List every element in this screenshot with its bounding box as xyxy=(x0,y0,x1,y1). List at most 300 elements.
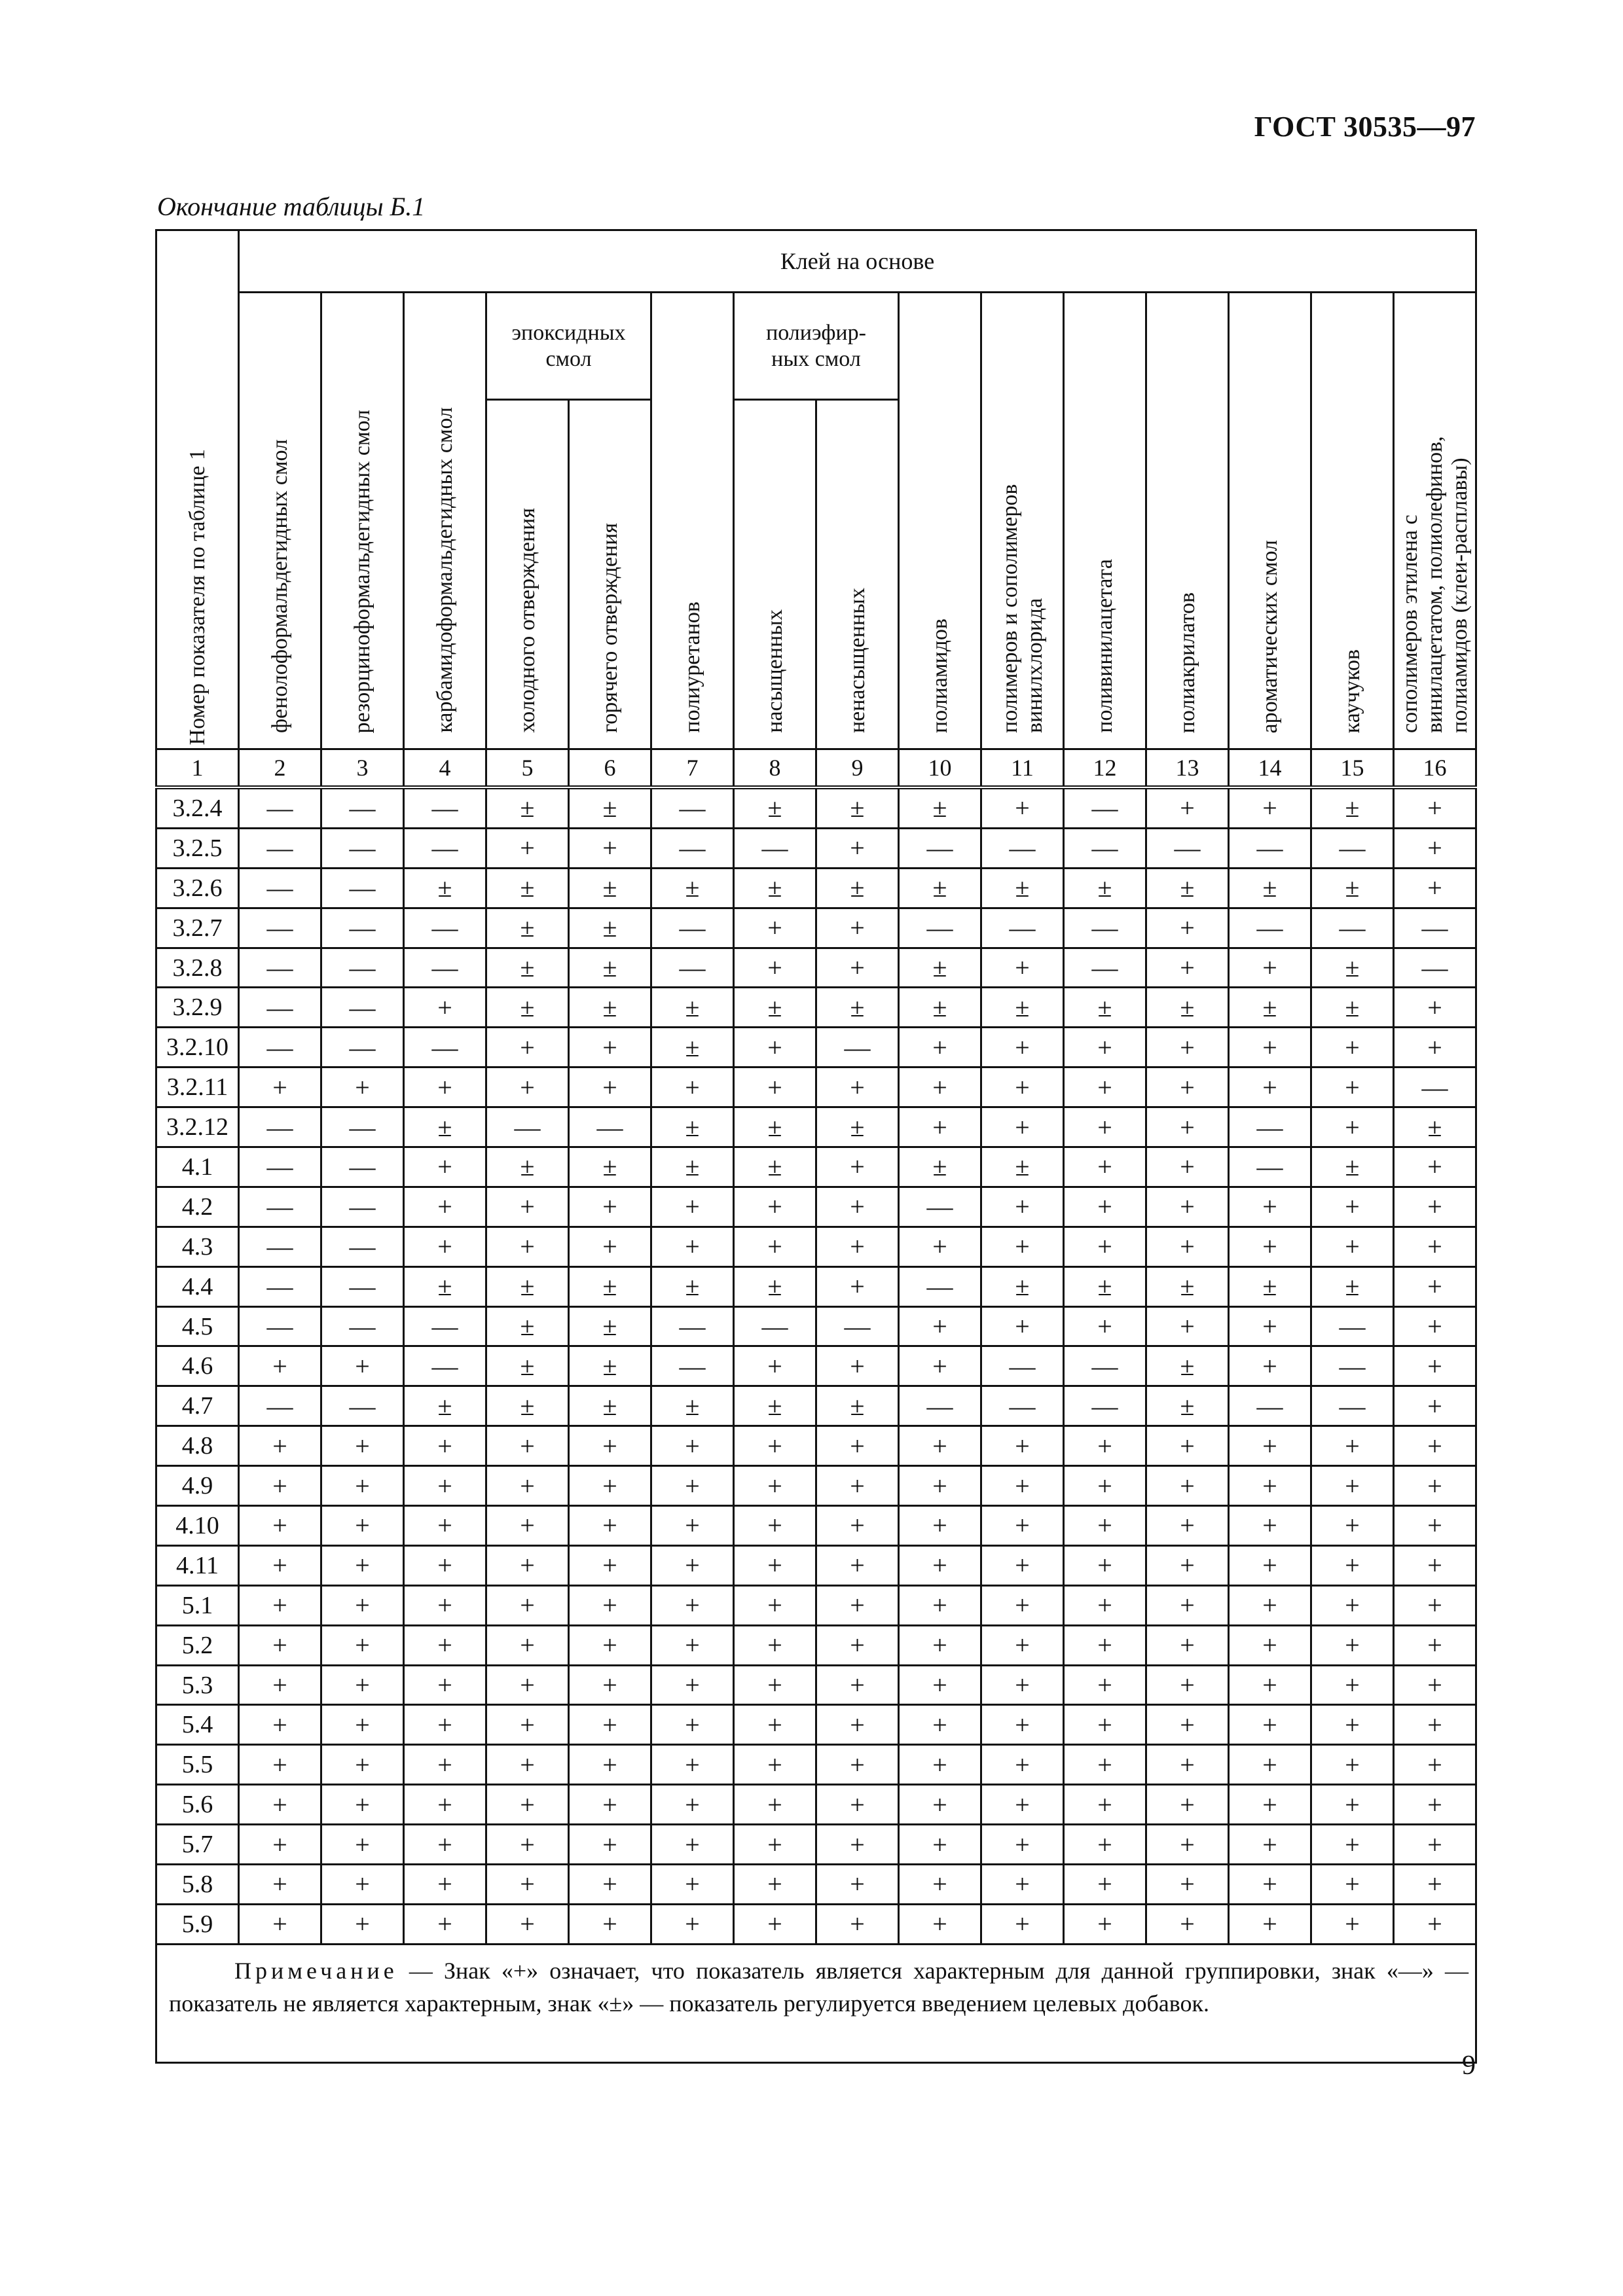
row-label: 3.2.11 xyxy=(156,1067,239,1107)
table-cell: — xyxy=(404,948,486,988)
table-cell: ± xyxy=(651,1147,734,1187)
table-cell: + xyxy=(734,1506,816,1546)
table-cell: + xyxy=(981,1107,1064,1147)
table-cell: + xyxy=(321,1785,404,1825)
table-cell: ± xyxy=(1064,988,1146,1028)
table-cell: ± xyxy=(1394,1107,1476,1147)
table-cell: + xyxy=(1311,1865,1394,1905)
table-cell: + xyxy=(981,1585,1064,1625)
table-cell: + xyxy=(734,1665,816,1705)
table-cell: + xyxy=(1146,1306,1229,1346)
table-cell: + xyxy=(569,1227,651,1266)
table-cell: + xyxy=(899,1745,981,1785)
table-cell: + xyxy=(1229,1665,1311,1705)
table-cell: + xyxy=(734,1745,816,1785)
table-cell: ± xyxy=(486,1306,569,1346)
table-cell: + xyxy=(404,1466,486,1506)
table-cell: + xyxy=(321,1506,404,1546)
table-row xyxy=(156,1028,1476,1067)
table-row xyxy=(156,1825,1476,1865)
table-cell: + xyxy=(1064,1107,1146,1147)
table-cell: ± xyxy=(734,868,816,908)
table-cell: ± xyxy=(1146,1266,1229,1306)
table-cell: — xyxy=(651,787,734,828)
table-cell: + xyxy=(981,1665,1064,1705)
row-label: 5.2 xyxy=(156,1625,239,1665)
table-cell: + xyxy=(239,1745,321,1785)
table-cell: — xyxy=(239,1147,321,1187)
table-cell: ± xyxy=(651,1107,734,1147)
table-cell: + xyxy=(321,1067,404,1107)
col-header-2-label: фенолоформальдегидных смол xyxy=(267,439,292,733)
table-cell: + xyxy=(1146,1545,1229,1585)
table-row xyxy=(156,1665,1476,1705)
table-cell: ± xyxy=(651,1386,734,1426)
table-cell: — xyxy=(321,1028,404,1067)
table-cell: + xyxy=(1064,1306,1146,1346)
table-cell: + xyxy=(651,1187,734,1227)
table-cell: + xyxy=(486,1625,569,1665)
table-cell: + xyxy=(1146,1745,1229,1785)
table-cell: + xyxy=(239,1426,321,1466)
table-note xyxy=(156,1944,1476,2062)
table-cell: + xyxy=(404,1825,486,1865)
table-cell: ± xyxy=(1311,1266,1394,1306)
table-cell: ± xyxy=(651,1266,734,1306)
table-cell: + xyxy=(899,1028,981,1067)
table-cell: + xyxy=(239,1705,321,1745)
table-cell: — xyxy=(899,1187,981,1227)
table-cell: ± xyxy=(486,1147,569,1187)
table-cell: + xyxy=(239,1904,321,1944)
row-label: 4.4 xyxy=(156,1266,239,1306)
table-cell: + xyxy=(816,1187,899,1227)
table-cell: + xyxy=(981,1705,1064,1745)
table-cell: + xyxy=(486,1028,569,1067)
table-cell: + xyxy=(1229,1625,1311,1665)
table-cell: ± xyxy=(816,988,899,1028)
table-cell: — xyxy=(1394,1067,1476,1107)
table-cell: + xyxy=(321,1466,404,1506)
table-cell: — xyxy=(321,988,404,1028)
table-cell: + xyxy=(1394,988,1476,1028)
table-cell: — xyxy=(1064,828,1146,868)
column-number: 10 xyxy=(899,749,981,788)
table-cell: + xyxy=(816,1665,899,1705)
table-cell: + xyxy=(734,1904,816,1944)
table-cell: ± xyxy=(734,787,816,828)
table-row xyxy=(156,1705,1476,1745)
table-cell: + xyxy=(1229,1187,1311,1227)
col-header-4-label: карбамидоформальдегидных смол xyxy=(432,407,457,733)
table-cell: + xyxy=(1394,1426,1476,1466)
row-label: 4.3 xyxy=(156,1227,239,1266)
table-cell: + xyxy=(899,1825,981,1865)
table-cell: + xyxy=(1311,1625,1394,1665)
table-cell: ± xyxy=(569,1306,651,1346)
table-cell: + xyxy=(1394,1665,1476,1705)
column-number: 14 xyxy=(1229,749,1311,788)
table-cell: — xyxy=(651,1306,734,1346)
table-cell: + xyxy=(816,828,899,868)
table-cell: + xyxy=(1229,1426,1311,1466)
table-row xyxy=(156,908,1476,948)
table-cell: — xyxy=(1311,908,1394,948)
table-cell: + xyxy=(734,1187,816,1227)
table-cell: + xyxy=(404,1227,486,1266)
table-cell: + xyxy=(1146,787,1229,828)
table-cell: ± xyxy=(981,988,1064,1028)
table-cell: + xyxy=(1146,1825,1229,1865)
table-cell: — xyxy=(1229,1386,1311,1426)
table-row xyxy=(156,1785,1476,1825)
table-cell: — xyxy=(321,908,404,948)
row-label: 3.2.4 xyxy=(156,787,239,828)
column-number: 7 xyxy=(651,749,734,788)
col-header-8-label: насыщенных xyxy=(762,609,787,733)
table-cell: + xyxy=(1229,787,1311,828)
table-cell: + xyxy=(734,1865,816,1905)
row-label: 3.2.7 xyxy=(156,908,239,948)
table-cell: + xyxy=(1064,1506,1146,1546)
table-cell: + xyxy=(899,1545,981,1585)
table-cell: — xyxy=(239,1266,321,1306)
table-cell: + xyxy=(651,1825,734,1865)
column-number: 1 xyxy=(156,749,239,788)
table-cell: + xyxy=(1229,1306,1311,1346)
table-row xyxy=(156,1506,1476,1546)
table-row xyxy=(156,1266,1476,1306)
table-cell: ± xyxy=(569,908,651,948)
table-cell: + xyxy=(1064,1147,1146,1187)
table-cell: + xyxy=(1146,1067,1229,1107)
row-header-label: Номер показателя по таблице 1 xyxy=(185,448,210,745)
table-cell: — xyxy=(239,948,321,988)
table-cell: + xyxy=(1229,1904,1311,1944)
table-cell: + xyxy=(321,1665,404,1705)
table-cell: ± xyxy=(569,988,651,1028)
row-label: 3.2.9 xyxy=(156,988,239,1028)
table-cell: — xyxy=(404,1306,486,1346)
table-cell: + xyxy=(981,1625,1064,1665)
table-row xyxy=(156,988,1476,1028)
table-cell: + xyxy=(1146,1585,1229,1625)
table-cell: + xyxy=(981,1745,1064,1785)
table-cell: + xyxy=(569,1585,651,1625)
table-cell: + xyxy=(899,1506,981,1546)
table-cell: + xyxy=(816,1545,899,1585)
column-number: 15 xyxy=(1311,749,1394,788)
row-header-cell xyxy=(156,230,239,749)
table-cell: ± xyxy=(981,1266,1064,1306)
table-cell: + xyxy=(734,908,816,948)
table-cell: — xyxy=(1229,1147,1311,1187)
table-cell: — xyxy=(981,828,1064,868)
table-cell: ± xyxy=(486,1346,569,1386)
table-cell: + xyxy=(981,1067,1064,1107)
column-number: 2 xyxy=(239,749,321,788)
table-cell: — xyxy=(1311,1346,1394,1386)
table-cell: + xyxy=(1394,1227,1476,1266)
table-cell: ± xyxy=(486,868,569,908)
col-header-8 xyxy=(734,400,816,749)
table-cell: + xyxy=(816,1227,899,1266)
table-cell: ± xyxy=(486,908,569,948)
table-row xyxy=(156,1147,1476,1187)
table-cell: ± xyxy=(651,988,734,1028)
note-label: Примечание xyxy=(234,1957,398,1984)
table-cell: + xyxy=(1229,1785,1311,1825)
table-cell: + xyxy=(734,948,816,988)
col-header-10-label: полиамидов xyxy=(927,618,952,733)
table-cell: + xyxy=(1311,1785,1394,1825)
row-label: 3.2.6 xyxy=(156,868,239,908)
table-body xyxy=(156,787,1476,1944)
table-cell: + xyxy=(1311,1745,1394,1785)
table-cell: — xyxy=(321,1227,404,1266)
table-cell: + xyxy=(1394,1705,1476,1745)
table-cell: + xyxy=(1064,1625,1146,1665)
table-cell: + xyxy=(321,1705,404,1745)
table-cell: ± xyxy=(899,1147,981,1187)
table-cell: + xyxy=(734,1625,816,1665)
table-cell: + xyxy=(321,1865,404,1905)
table-cell: + xyxy=(1064,1028,1146,1067)
table-cell: + xyxy=(569,1865,651,1905)
table-cell: + xyxy=(486,1705,569,1745)
table-cell: ± xyxy=(486,988,569,1028)
table-cell: ± xyxy=(486,948,569,988)
table-cell: + xyxy=(1311,1585,1394,1625)
table-cell: + xyxy=(1229,1466,1311,1506)
table-cell: + xyxy=(981,1545,1064,1585)
table-cell: ± xyxy=(734,1386,816,1426)
table-cell: — xyxy=(321,1147,404,1187)
table-cell: — xyxy=(239,1028,321,1067)
table-cell: + xyxy=(486,1904,569,1944)
table-cell: + xyxy=(651,1745,734,1785)
table-cell: — xyxy=(1394,908,1476,948)
table-cell: + xyxy=(1229,1585,1311,1625)
table-cell: ± xyxy=(569,1147,651,1187)
table-cell: + xyxy=(1146,1904,1229,1944)
table-cell: + xyxy=(1311,1665,1394,1705)
table-cell: ± xyxy=(1311,988,1394,1028)
table-row xyxy=(156,1585,1476,1625)
table-cell: + xyxy=(1146,1466,1229,1506)
column-number-row xyxy=(156,749,1476,788)
table-cell: + xyxy=(404,1904,486,1944)
table-cell: + xyxy=(404,1865,486,1905)
table-cell: + xyxy=(1311,1187,1394,1227)
table-cell: + xyxy=(899,1665,981,1705)
table-cell: + xyxy=(239,1067,321,1107)
table-cell: + xyxy=(1311,1426,1394,1466)
table-cell: + xyxy=(651,1585,734,1625)
table-cell: + xyxy=(899,1705,981,1745)
column-number: 5 xyxy=(486,749,569,788)
table-cell: + xyxy=(1394,1306,1476,1346)
table-cell: + xyxy=(816,1266,899,1306)
row-label: 4.1 xyxy=(156,1147,239,1187)
table-cell: + xyxy=(486,1545,569,1585)
column-number: 8 xyxy=(734,749,816,788)
table-cell: + xyxy=(1394,1506,1476,1546)
table-cell: + xyxy=(239,1625,321,1665)
row-label: 5.9 xyxy=(156,1904,239,1944)
table-cell: + xyxy=(816,948,899,988)
table-cell: + xyxy=(321,1904,404,1944)
polyester-group-header xyxy=(734,293,899,400)
table-cell: + xyxy=(569,1825,651,1865)
table-cell: + xyxy=(816,1785,899,1825)
table-cell: + xyxy=(569,1785,651,1825)
table-cell: + xyxy=(816,1426,899,1466)
table-cell: + xyxy=(1229,1028,1311,1067)
table-cell: ± xyxy=(1146,1346,1229,1386)
table-cell: + xyxy=(651,1625,734,1665)
table-cell: + xyxy=(1064,1825,1146,1865)
table-cell: ± xyxy=(981,1147,1064,1187)
table-cell: + xyxy=(816,1625,899,1665)
table-cell: — xyxy=(1229,1107,1311,1147)
table-cell: — xyxy=(734,1306,816,1346)
table-cell: + xyxy=(651,1904,734,1944)
table-cell: ± xyxy=(404,1107,486,1147)
table-cell: — xyxy=(321,1306,404,1346)
table-cell: + xyxy=(1229,1346,1311,1386)
table-cell: ± xyxy=(569,1346,651,1386)
table-cell: + xyxy=(981,1426,1064,1466)
column-number: 3 xyxy=(321,749,404,788)
row-label: 3.2.8 xyxy=(156,948,239,988)
table-cell: + xyxy=(404,1585,486,1625)
table-cell: + xyxy=(1064,1227,1146,1266)
table-cell: ± xyxy=(899,868,981,908)
table-cell: + xyxy=(404,1506,486,1546)
table-cell: ± xyxy=(569,868,651,908)
row-label: 3.2.5 xyxy=(156,828,239,868)
table-cell: + xyxy=(816,1585,899,1625)
table-cell: + xyxy=(734,1785,816,1825)
table-cell: + xyxy=(1311,1506,1394,1546)
table-cell: + xyxy=(486,1785,569,1825)
table-cell: + xyxy=(734,1227,816,1266)
table-cell: — xyxy=(651,1346,734,1386)
col-header-14-label: ароматических смол xyxy=(1257,539,1282,733)
table-row xyxy=(156,1227,1476,1266)
table-cell: + xyxy=(321,1585,404,1625)
epoxy-group-label: эпоксидных смол xyxy=(511,320,626,371)
table-cell: + xyxy=(569,1745,651,1785)
table-cell: — xyxy=(1311,1306,1394,1346)
table-cell: ± xyxy=(1229,1266,1311,1306)
table-cell: + xyxy=(239,1785,321,1825)
table-cell: — xyxy=(404,908,486,948)
table-cell: + xyxy=(1146,1227,1229,1266)
table-cell: + xyxy=(1146,1187,1229,1227)
table-cell: + xyxy=(734,1585,816,1625)
col-header-15 xyxy=(1311,293,1394,749)
table-cell: + xyxy=(734,1028,816,1067)
table-cell: ± xyxy=(1064,1266,1146,1306)
table-cell: + xyxy=(486,1865,569,1905)
row-label: 3.2.12 xyxy=(156,1107,239,1147)
table-cell: — xyxy=(321,1187,404,1227)
column-number: 6 xyxy=(569,749,651,788)
table-cell: + xyxy=(1064,1705,1146,1745)
table-cell: ± xyxy=(569,948,651,988)
table-row xyxy=(156,1346,1476,1386)
col-header-12 xyxy=(1064,293,1146,749)
table-cell: + xyxy=(1229,1705,1311,1745)
table-cell: ± xyxy=(734,1147,816,1187)
table-cell: + xyxy=(1229,948,1311,988)
table-cell: — xyxy=(1064,787,1146,828)
table-cell: — xyxy=(816,1306,899,1346)
adhesive-properties-table xyxy=(155,229,1477,2064)
table-row xyxy=(156,787,1476,828)
table-cell: — xyxy=(321,1266,404,1306)
table-cell: ± xyxy=(569,1266,651,1306)
table-cell: + xyxy=(1311,1545,1394,1585)
table-cell: + xyxy=(239,1865,321,1905)
table-cell: — xyxy=(1394,948,1476,988)
table-cell: + xyxy=(899,1306,981,1346)
table-cell: — xyxy=(899,1386,981,1426)
table-cell: + xyxy=(1229,1825,1311,1865)
table-cell: + xyxy=(651,1865,734,1905)
table-cell: + xyxy=(1394,787,1476,828)
col-header-13 xyxy=(1146,293,1229,749)
table-row xyxy=(156,1426,1476,1466)
col-header-5 xyxy=(486,400,569,749)
table-cell: + xyxy=(239,1665,321,1705)
table-cell: + xyxy=(981,1904,1064,1944)
table-cell: + xyxy=(1311,1466,1394,1506)
table-cell: + xyxy=(816,1865,899,1905)
table-cell: + xyxy=(981,1227,1064,1266)
table-cell: + xyxy=(486,1067,569,1107)
row-label: 4.2 xyxy=(156,1187,239,1227)
table-cell: + xyxy=(981,1825,1064,1865)
table-cell: + xyxy=(899,1426,981,1466)
table-cell: + xyxy=(981,1865,1064,1905)
table-cell: — xyxy=(1146,828,1229,868)
table-cell: + xyxy=(981,787,1064,828)
table-cell: — xyxy=(239,868,321,908)
table-cell: — xyxy=(981,1386,1064,1426)
table-cell: — xyxy=(1229,828,1311,868)
table-cell: — xyxy=(651,948,734,988)
table-cell: + xyxy=(404,1625,486,1665)
row-label: 4.8 xyxy=(156,1426,239,1466)
table-cell: + xyxy=(651,1426,734,1466)
table-cell: + xyxy=(1394,1904,1476,1944)
table-cell: — xyxy=(321,868,404,908)
table-cell: + xyxy=(239,1545,321,1585)
table-cell: ± xyxy=(1311,948,1394,988)
col-header-16-label: сополимеров этилена с винилацетатом, полиолефинов, полиамидов (клеи-расплавы) xyxy=(1397,436,1472,733)
table-cell: + xyxy=(321,1426,404,1466)
table-row xyxy=(156,1306,1476,1346)
table-cell: + xyxy=(1146,1147,1229,1187)
table-cell: + xyxy=(1146,1625,1229,1665)
table-cell: ± xyxy=(899,988,981,1028)
table-cell: + xyxy=(569,1426,651,1466)
row-label: 4.11 xyxy=(156,1545,239,1585)
table-cell: + xyxy=(321,1346,404,1386)
